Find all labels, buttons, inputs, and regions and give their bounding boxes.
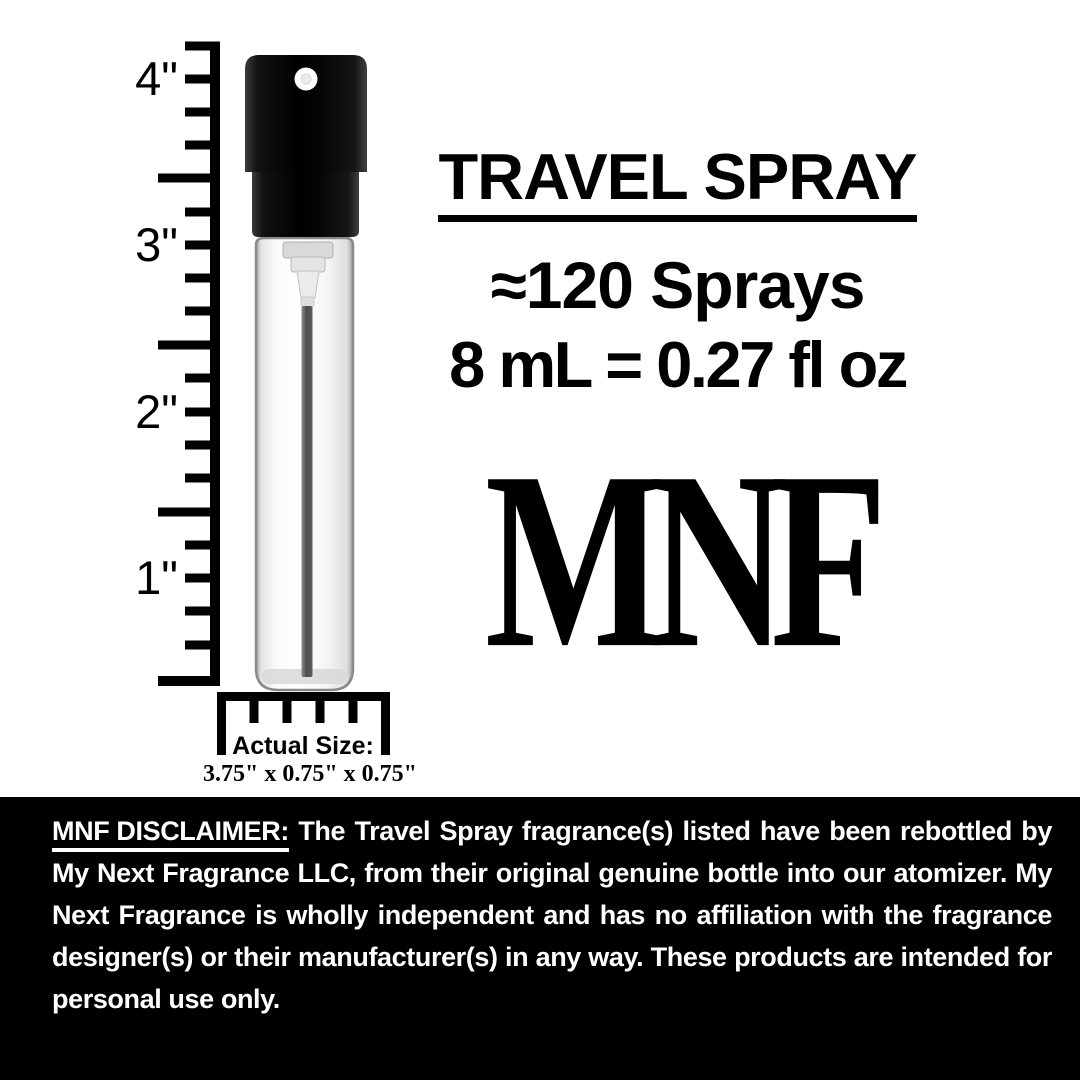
bottle-and-rulers-illustration xyxy=(0,0,440,790)
page-title-text: TRAVEL SPRAY xyxy=(438,144,916,222)
spray-bottle-image xyxy=(245,55,367,690)
cap-collar xyxy=(252,172,359,237)
actual-size-label: Actual Size: xyxy=(232,732,374,760)
spray-nozzle-hole xyxy=(295,68,318,91)
disclaimer-body: The Travel Spray fragrance(s) listed have been rebottled by My Next Fragrance LLC, from their original genuine bottle into our atomizer. My Next Fragrance is wholly independent and has no affiliation with the fragrance designer(s) or their manufacturer(s) in any way. These products are intended for personal use only. xyxy=(52,816,1052,1014)
actual-size-note xyxy=(203,732,417,787)
dip-tube xyxy=(302,306,313,677)
mnf-brand-logo: MNF xyxy=(484,419,871,701)
volume-line: 8 mL = 0.27 fl oz xyxy=(449,328,906,401)
actual-size-dimensions: 3.75" x 0.75" x 0.75" xyxy=(203,761,417,787)
spray-count-line: ≈120 Sprays xyxy=(490,248,865,322)
page-title xyxy=(420,140,935,222)
disclaimer-bar xyxy=(0,797,1080,1080)
ruler-label-2in: 2" xyxy=(135,385,178,438)
ruler-label-3in: 3" xyxy=(135,218,178,271)
ruler-label-1in: 1" xyxy=(135,551,178,604)
ruler-label-4in: 4" xyxy=(135,52,178,105)
disclaimer-paragraph xyxy=(52,810,1052,1020)
disclaimer-heading: MNF DISCLAIMER: xyxy=(52,817,289,852)
vertical-ruler xyxy=(135,42,220,687)
